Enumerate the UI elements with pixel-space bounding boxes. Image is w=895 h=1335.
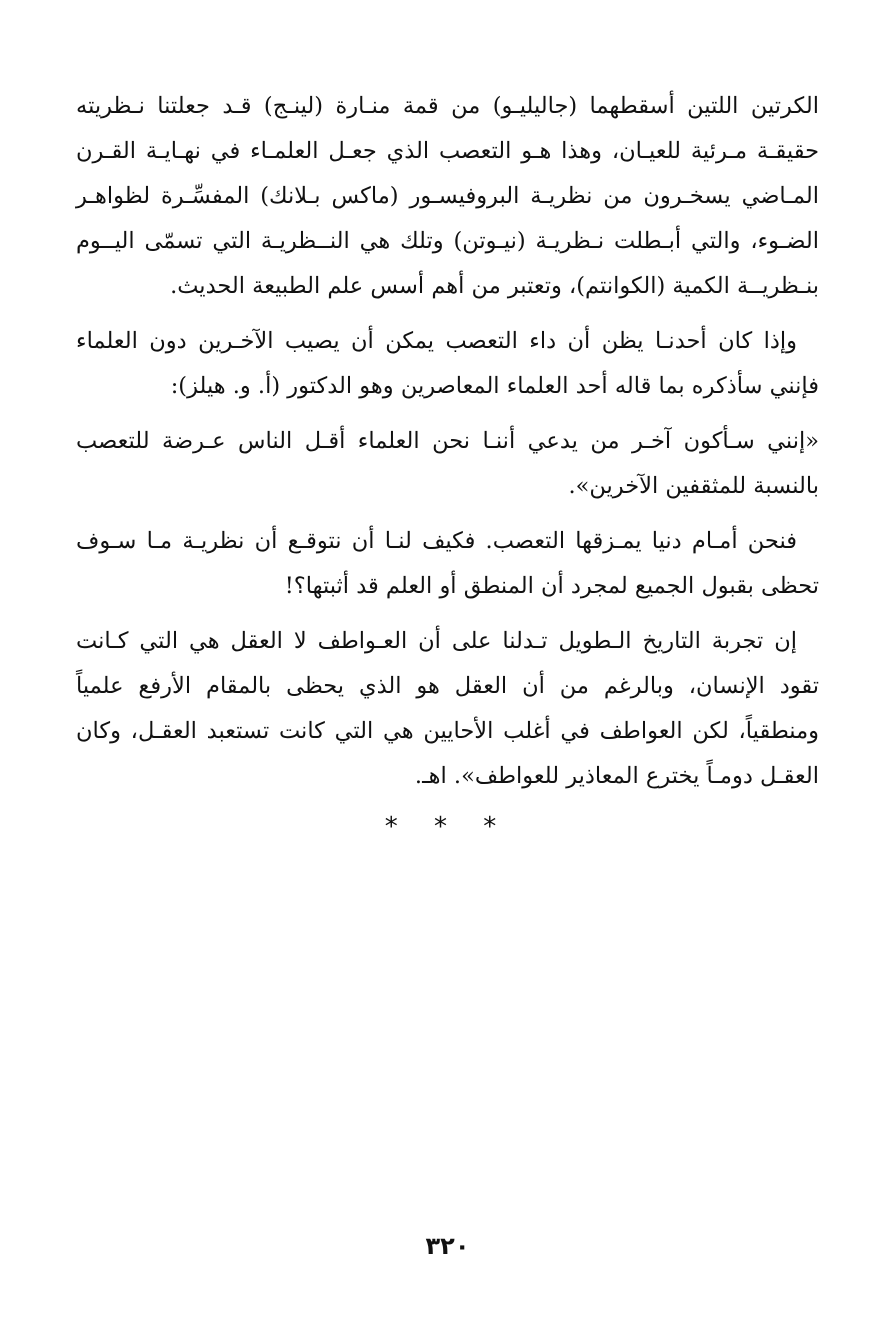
quote-paragraph: «إنني سـأكون آخـر من يدعي أننـا نحن العلماء أقـل الناس عـرضة للتعصب بالنسبة للمثقفين الآخرين». xyxy=(76,428,819,499)
section-separator: * * * xyxy=(384,812,511,842)
page-body xyxy=(76,84,819,809)
paragraph-4: فنحن أمـام دنيا يمـزقها التعصب. فكيف لنـا أن نتوقـع أن نظريـة مـا سـوف تحظى بقبول الجميع لمجرد أن المنطق أو العلم قد أثبتها؟! xyxy=(76,528,819,599)
paragraph-1: الكرتين اللتين أسقطهما (جاليليـو) من قمة منـارة (لينـج) قـد جعلتنا نـظريته حقيقـة مـرئية للعيـان، وهذا هـو التعصب الذي جعـل العلمـاء في نهـايـة القـرن المـاضي يسخـرون من نظريـة البروفيسـور (ماكس بـلانك) المفسِّـرة لظواهـر الضـوء، والتي أبـطلت نـظريـة (نيـوتن) وتلك هي النــظريـة التي تسمّى اليــوم بنـظريــة الكمية (الكوانتم)، وتعتبر من أهم أسس علم الطبيعة الحديث. xyxy=(76,93,819,299)
page-number: ٣٢٠ xyxy=(425,1232,470,1260)
paragraph-5: إن تجربة التاريخ الـطويل تـدلنا على أن العـواطف لا العقل هي التي كـانت تقود الإنسان، وبالرغم من أن العقل هو الذي يحظى بالمقام الأرفع علمياً ومنطقياً، لكن العواطف في أغلب الأحايين هي التي كانت تستعبد العقـل، وكان العقـل دومـاً يخترع المعاذير للعواطف». اهـ. xyxy=(76,628,819,789)
paragraph-2: وإذا كان أحدنـا يظن أن داء التعصب يمكن أن يصيب الآخـرين دون العلماء فإنني سأذكره بما قاله أحد العلماء المعاصرين وهو الدكتور (أ. و. هيلز): xyxy=(76,328,819,399)
